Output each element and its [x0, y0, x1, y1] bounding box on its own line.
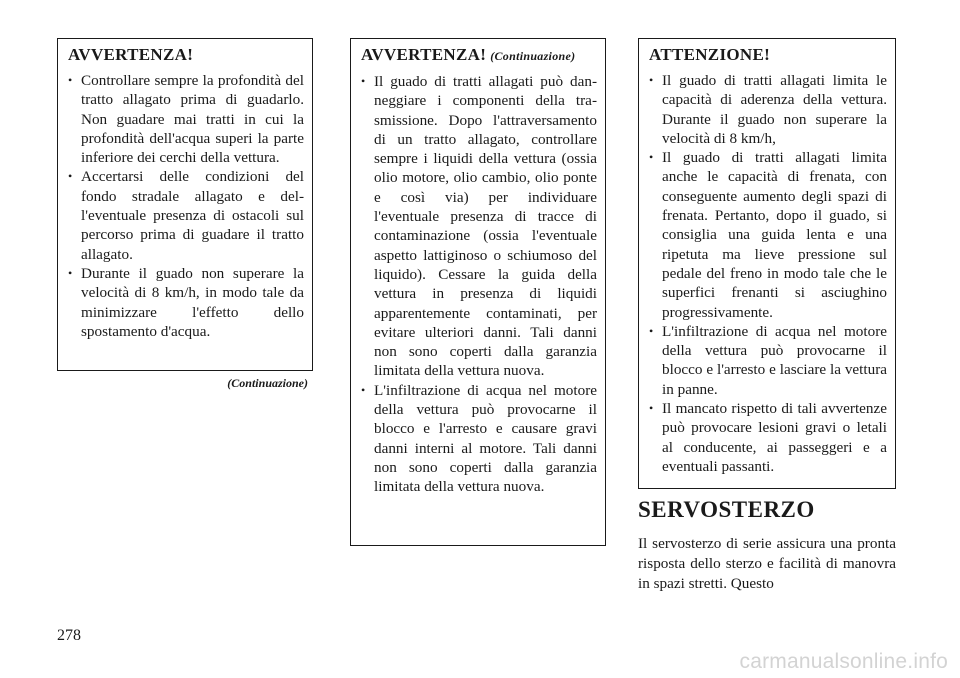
list-item-text: Il guado di tratti allagati può danneggiare i componenti della trasmissione. Dopo l'attraversamento di un tratto allagato, controllare sempre i liquidi della vettura (ossia olio motore, olio cambio, olio ponte e così via) per individuare l'eventuale presenza di tracce di contaminazione (ossia l'eventuale aspetto lattiginoso o schiumoso del liquido). Cessare la guida della vettura in presenza di liquidi apparentemente contaminati, per evitare ulteriori danni. Tali danni non sono coperti dalla garanzia limitata della vettura nuova. — [374, 73, 597, 380]
caution-box — [638, 38, 896, 489]
continuation-note: (Continuazione) — [227, 376, 308, 390]
bullet-icon: • — [649, 401, 654, 416]
list-item — [649, 71, 887, 148]
list-item — [68, 71, 304, 167]
list-item — [68, 264, 304, 341]
list-item — [649, 399, 887, 476]
list-item — [68, 167, 304, 263]
warning-title-2-suffix: (Continuazione) — [490, 49, 576, 63]
warning-list-1 — [68, 71, 304, 341]
bullet-icon: • — [649, 150, 654, 165]
warning-box-2 — [350, 38, 606, 546]
list-item-text: Controllare sempre la profondità del tratto allagato prima di guadarlo. Non guadare mai tratti in cui la profondità dell'acqua superi la parte inferiore dei cerchi della vettura. — [81, 72, 304, 167]
list-item-text: L'infiltrazione di acqua nel motore della vettura può provocarne il blocco e l'arresto e lasciare la vettura in panne. — [662, 322, 887, 398]
warning-list-2 — [361, 72, 597, 497]
list-item-text: Il guado di tratti allagati limita le capacità di aderenza della vettura. Durante il guado non superare la velocità di 8 km/h, — [662, 72, 887, 147]
list-item-text: L'infiltrazione di acqua nel motore della vettura può provocarne il blocco e l'arresto e causare gravi danni interni al motore. Tali danni non sono coperti dalla garanzia limitata della vettura nuova. — [374, 381, 597, 496]
list-item — [649, 148, 887, 322]
list-item — [361, 72, 597, 381]
warning-box-1 — [57, 38, 313, 371]
list-item — [361, 381, 597, 497]
section-heading: SERVOSTERZO — [638, 497, 815, 522]
list-item-text: Durante il guado non superare la velocità di 8 km/h, in modo tale da minimizzare l'effetto dello spostamento d'acqua. — [81, 264, 304, 340]
caution-title: ATTENZIONE! — [649, 45, 771, 64]
bullet-icon: • — [649, 73, 654, 87]
bullet-icon: • — [361, 382, 366, 397]
bullet-icon: • — [361, 74, 366, 88]
warning-title-1: AVVERTENZA! — [68, 45, 194, 64]
section-body: Il servosterzo di serie assicura una pronta risposta dello sterzo e facilità di manovra in spazi stretti. Questo — [638, 535, 896, 592]
warning-title-2-text: AVVERTENZA! — [361, 45, 487, 64]
watermark: carmanualsonline.info — [739, 650, 948, 673]
bullet-icon: • — [649, 323, 654, 338]
page-number: 278 — [57, 627, 81, 644]
bullet-icon: • — [68, 265, 73, 280]
list-item-text: Il mancato rispetto di tali avvertenze può provocare lesioni gravi o letali al conducente, ai passeggeri e a eventuali passanti. — [662, 400, 887, 475]
list-item-text: Il guado di tratti allagati limita anche le capacità di frenata, con conseguente aumento degli spazi di frenata. Pertanto, dopo il guado, si consiglia una guida lenta e una ripetuta ma lieve pressione sul pedale del freno in modo tale che le superfici frenanti si asciughino progressivamente. — [662, 149, 887, 321]
warning-title-2 — [361, 45, 597, 66]
bullet-icon: • — [68, 169, 73, 184]
list-item-text: Accertarsi delle condizioni del fondo stradale allagato e dell'eventuale presenza di ostacoli sul percorso prima di guadare il tratto allagato. — [81, 168, 304, 263]
bullet-icon: • — [68, 73, 73, 87]
caution-list — [649, 71, 887, 476]
list-item — [649, 322, 887, 399]
